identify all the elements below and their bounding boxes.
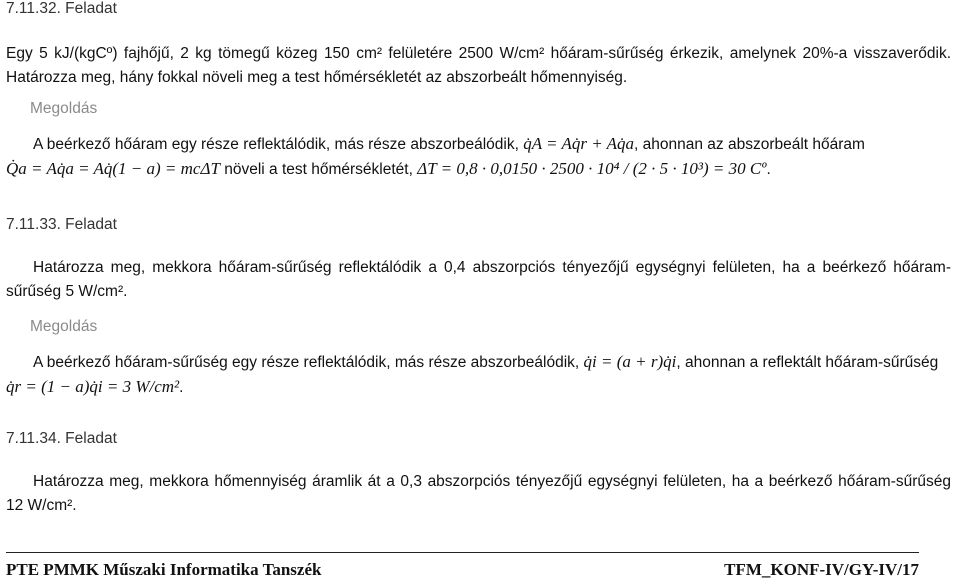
task-32-solution-label: Megoldás — [30, 100, 98, 117]
task-32-solution-text-4: . — [766, 161, 771, 178]
task-33-solution-label: Megoldás — [30, 318, 98, 335]
task-32-formula-1: q̇A = Aq̇r + Aq̇a — [523, 134, 635, 153]
task-33-solution — [6, 350, 951, 400]
page-footer — [6, 552, 919, 580]
task-32-solution-text-3: növeli a test hőmérsékletét, — [224, 161, 413, 178]
task-34-heading: 7.11.34. Feladat — [6, 430, 117, 447]
task-32-solution-text-1: A beérkező hőáram egy része reflektálódik, más része abszorbeálódik, — [33, 136, 519, 153]
task-33-solution-text-3: . — [179, 379, 184, 396]
footer-department: PTE PMMK Műszaki Informatika Tanszék — [6, 560, 322, 579]
task-33-solution-text-2: , ahonnan a reflektált hőáram-sűrűség — [676, 354, 939, 371]
footer-document-code: TFM_KONF-IV/GY-IV/17 — [724, 560, 919, 579]
task-33-formula-2: q̇r = (1 − a)q̇i = 3 W/cm² — [6, 377, 180, 396]
task-32-solution-text-2: , ahonnan az abszorbeált hőáram — [634, 136, 865, 153]
task-32-formula-2: Q̇a = Aq̇a = Aq̇(1 − a) = mcΔT — [6, 159, 220, 178]
task-33-problem: Határozza meg, mekkora hőáram-sűrűség reflektálódik a 0,4 abszorpciós tényezőjű egységnyi felületen, ha a beérkező hőáram-sűrűség 5 W/cm². — [6, 259, 951, 300]
task-32-heading: 7.11.32. Feladat — [6, 0, 117, 17]
task-33-formula-1: q̇i = (a + r)q̇i — [583, 352, 677, 371]
task-34-problem: Határozza meg, mekkora hőmennyiség áramlik át a 0,3 abszorpciós tényezőjű egységnyi felületen, ha a beérkező hőáram-sűrűség 12 W/cm². — [6, 473, 951, 514]
task-33-heading: 7.11.33. Feladat — [6, 216, 117, 233]
task-33-solution-text-1: A beérkező hőáram-sűrűség egy része reflektálódik, más része abszorbeálódik, — [33, 354, 580, 371]
task-32-solution — [6, 132, 951, 182]
task-32-problem: Egy 5 kJ/(kgCº) fajhőjű, 2 kg tömegű közeg 150 cm² felületére 2500 W/cm² hőáram-sűrűség érkezik, amelynek 20%-a visszaverődik. Határozza meg, hány fokkal növeli meg a test hőmérsékletét az abszorbeált hőmennyiség. — [6, 45, 951, 86]
task-32-formula-3: ΔT = 0,8 · 0,0150 · 2500 · 10⁴ / (2 · 5 · 10³) = 30 Cº — [417, 159, 767, 178]
